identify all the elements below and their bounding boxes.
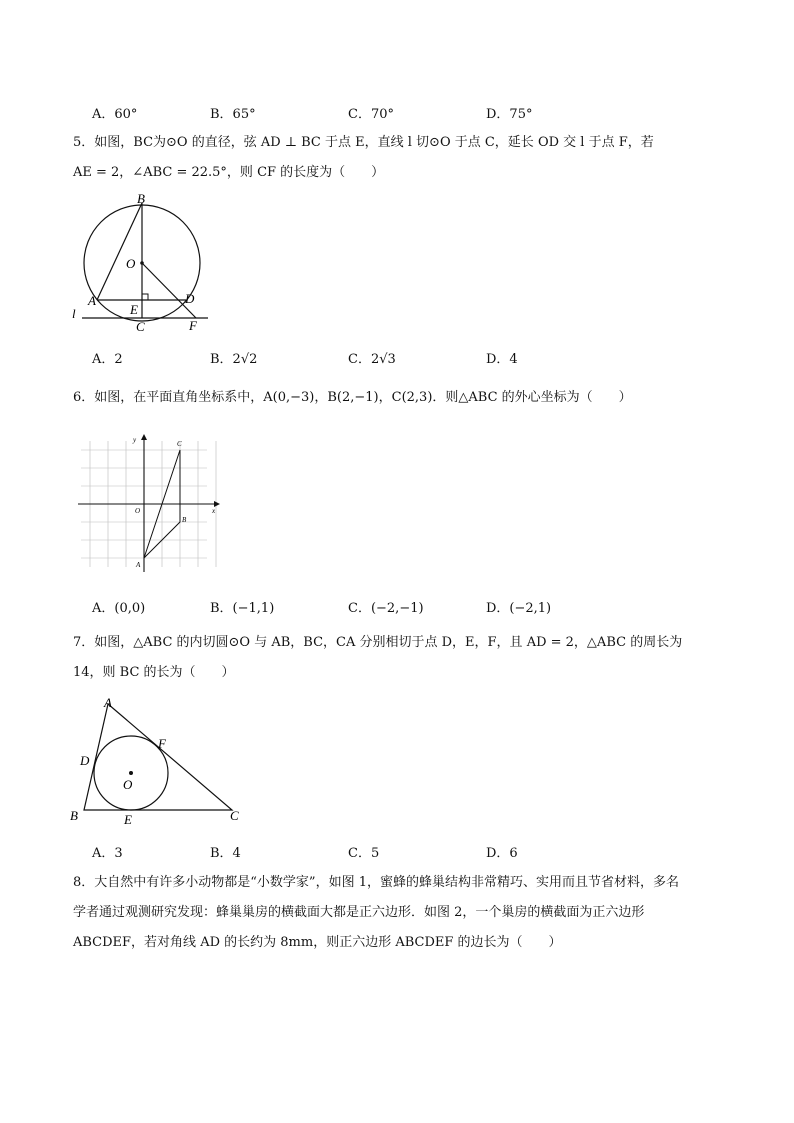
q5-label-o: O (126, 256, 136, 271)
q5-option-d: D．4 (486, 352, 518, 367)
q7-stem-line2: 14，则 BC 的长为（ ） (73, 665, 235, 680)
q5-option-b: B．2√2 (210, 352, 258, 367)
q5-circle-figure (60, 190, 220, 335)
q5-option-a: A．2 (92, 352, 123, 367)
q7-label-d: D (80, 753, 90, 768)
q7-option-a: A．3 (92, 846, 123, 861)
q4-option-c: C．70° (348, 107, 394, 122)
q5-label-d: D (185, 291, 195, 306)
q5-stem-line1: 5．如图，BC为⊙O 的直径，弦 AD ⊥ BC 于点 E，直线 l 切⊙O 于点 C，延长 OD 交 l 于点 F，若 (73, 135, 654, 150)
q8-stem-line1: 8．大自然中有许多小动物都是“小数学家”，如图 1，蜜蜂的蜂巢结构非常精巧、实用而且节省材料，多名 (73, 875, 679, 890)
q5-stem-line2: AE = 2，∠ABC = 22.5°，则 CF 的长度为（ ） (73, 165, 385, 180)
q6-coordinate-figure (76, 432, 221, 577)
q4-option-a: A．60° (92, 107, 138, 122)
q7-stem-line1: 7．如图，△ABC 的内切圆⊙O 与 AB，BC，CA 分别相切于点 D，E，F，且 AD = 2，△ABC 的周长为 (73, 635, 683, 650)
q6-label-x: x (212, 507, 216, 515)
q5-label-b: B (137, 191, 145, 206)
q5-center-dot (140, 261, 144, 265)
q6-label-b: B (182, 516, 187, 524)
q5-right-angle (142, 294, 148, 300)
q7-triangle (84, 704, 232, 810)
q6-label-c: C (177, 440, 182, 448)
q6-label-a: A (136, 561, 141, 569)
q7-label-a: A (104, 695, 112, 710)
q6-option-b: B．(−1,1) (210, 601, 275, 616)
q7-label-e: E (124, 812, 132, 827)
q7-option-c: C．5 (348, 846, 380, 861)
q6-option-c: C．(−2,−1) (348, 601, 424, 616)
q5-segment-ab (97, 203, 142, 300)
q7-incircle-figure (66, 692, 251, 827)
q6-stem-line1: 6．如图，在平面直角坐标系中，A(0,−3)，B(2,−1)，C(2,3)．则△ABC 的外心坐标为（ ） (73, 390, 632, 405)
q8-stem-line3: ABCDEF，若对角线 AD 的长约为 8mm，则正六边形 ABCDEF 的边长为（ ） (73, 935, 562, 950)
q6-option-a: A．(0,0) (92, 601, 146, 616)
q4-option-b: B．65° (210, 107, 256, 122)
q7-option-d: D．6 (486, 846, 518, 861)
q7-label-c: C (230, 808, 239, 823)
q5-label-l: l (72, 306, 76, 321)
q7-center-dot (129, 771, 133, 775)
q5-label-f: F (189, 318, 197, 333)
q7-label-f: F (158, 736, 166, 751)
q5-option-c: C．2√3 (348, 352, 396, 367)
q4-option-d: D．75° (486, 107, 533, 122)
q6-label-o: O (135, 507, 141, 515)
q5-label-e: E (130, 302, 138, 317)
q7-option-b: B．4 (210, 846, 241, 861)
q6-option-d: D．(−2,1) (486, 601, 552, 616)
q7-label-o: O (123, 777, 133, 792)
q5-label-a: A (88, 293, 96, 308)
q7-label-b: B (70, 808, 78, 823)
q8-stem-line2: 学者通过观测研究发现：蜂巢巢房的横截面大都是正六边形．如图 2，一个巢房的横截面为正六边形 (73, 905, 645, 920)
q6-label-y: y (133, 436, 137, 444)
q6-y-arrow (141, 434, 147, 440)
q5-label-c: C (136, 319, 145, 334)
